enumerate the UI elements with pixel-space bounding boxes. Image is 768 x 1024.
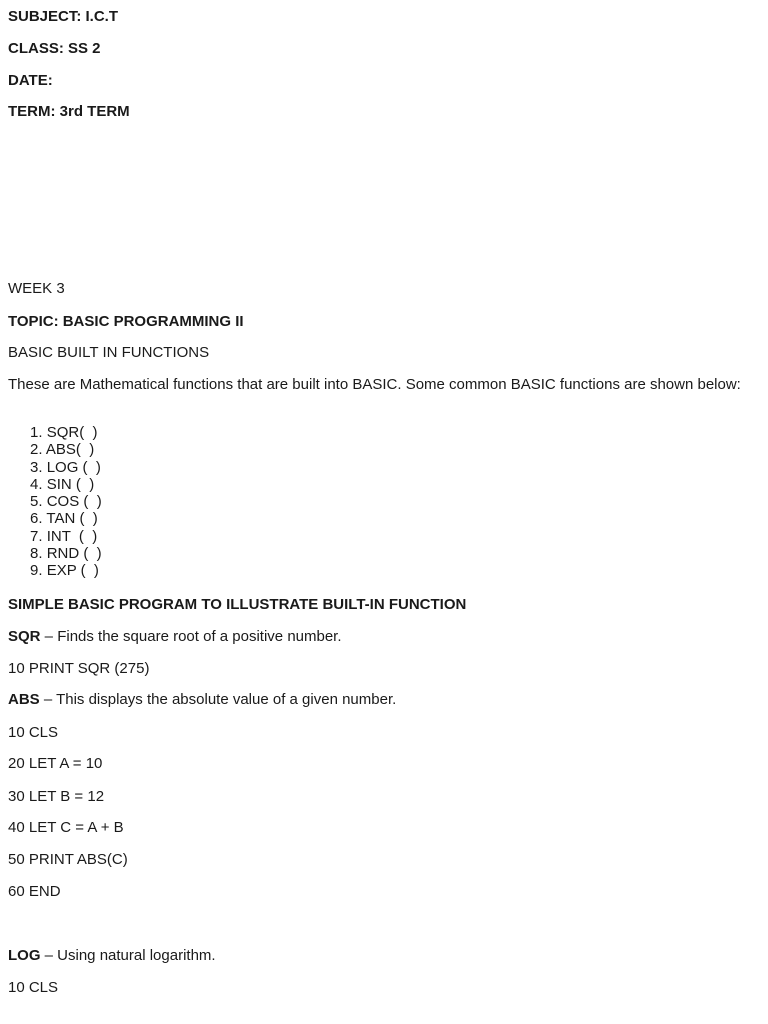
program-heading: SIMPLE BASIC PROGRAM TO ILLUSTRATE BUILT-IN FUNCTION bbox=[8, 596, 467, 613]
log-description: LOG – Using natural logarithm. bbox=[8, 947, 216, 964]
code-line: 30 LET B = 12 bbox=[8, 788, 105, 805]
list-item: 1. SQR( ) bbox=[30, 424, 98, 441]
log-term: LOG bbox=[8, 947, 41, 964]
code-line: 40 LET C = A + B bbox=[8, 819, 124, 836]
intro-paragraph: These are Mathematical functions that are built into BASIC. Some common BASIC functions are shown below: bbox=[8, 376, 741, 393]
subject-line: SUBJECT: I.C.T bbox=[8, 8, 119, 25]
sqr-description: SQR – Finds the square root of a positive number. bbox=[8, 628, 342, 645]
section-title: BASIC BUILT IN FUNCTIONS bbox=[8, 344, 210, 361]
code-line: 10 PRINT SQR (275) bbox=[8, 660, 150, 677]
list-item: 2. ABS( ) bbox=[30, 441, 95, 459]
topic-heading: TOPIC: BASIC PROGRAMMING II bbox=[8, 313, 244, 330]
term-line: TERM: 3rd TERM bbox=[8, 103, 130, 120]
abs-description: ABS – This displays the absolute value of a given number. bbox=[8, 691, 397, 708]
list-item: 6. TAN ( ) bbox=[30, 510, 98, 528]
code-line: 10 CLS bbox=[8, 979, 59, 996]
week-label: WEEK 3 bbox=[8, 280, 65, 297]
functions-list bbox=[30, 424, 102, 580]
list-item: 9. EXP ( ) bbox=[30, 562, 99, 580]
class-line: CLASS: SS 2 bbox=[8, 40, 101, 57]
list-item: 8. RND ( ) bbox=[30, 545, 102, 563]
abs-term: ABS bbox=[8, 691, 40, 708]
code-line: 60 END bbox=[8, 883, 61, 900]
list-item: 7. INT ( ) bbox=[30, 527, 98, 545]
list-item: 4. SIN ( ) bbox=[30, 475, 95, 493]
code-line: 50 PRINT ABS(C) bbox=[8, 851, 128, 868]
list-item: 3. LOG ( ) bbox=[30, 458, 101, 476]
sqr-term: SQR bbox=[8, 628, 41, 645]
date-line: DATE: bbox=[8, 72, 53, 89]
list-item: 5. COS ( ) bbox=[30, 493, 102, 511]
code-line: 10 CLS bbox=[8, 724, 59, 741]
code-line: 20 LET A = 10 bbox=[8, 755, 103, 772]
